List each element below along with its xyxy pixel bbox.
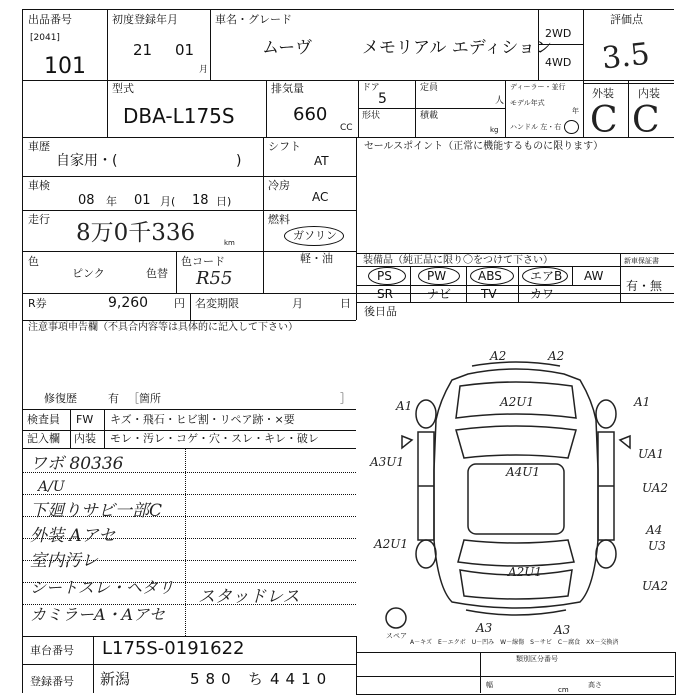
car-grade: メモリアル エディション — [362, 38, 553, 58]
mark-right-rear-door: UA2 — [642, 481, 669, 495]
inspection-month: 01 — [134, 193, 151, 208]
plate-region: 新潟 — [100, 670, 131, 688]
mark-right-front-door: UA1 — [638, 447, 665, 461]
mark-front-right-bumper: A2 — [548, 349, 565, 363]
warranty-value: 有・無 — [626, 279, 663, 293]
equip-pw-circle — [418, 267, 460, 285]
mark-right-quarter: A4 — [646, 523, 663, 537]
shift-label: シフト — [268, 140, 301, 153]
car-name: ムーヴ — [262, 38, 313, 58]
mark-right-fender: A1 — [634, 395, 651, 409]
mark-rear-right: A3 — [554, 623, 571, 637]
interior-label: 内装 — [638, 87, 660, 100]
ac-label: 冷房 — [268, 179, 290, 192]
mark-roof: A4U1 — [506, 465, 541, 479]
mark-rear-left: A3 — [476, 621, 493, 635]
exterior-label: 外装 — [592, 87, 614, 100]
inspection-day-suffix: 日) — [216, 195, 232, 208]
fw-items: キズ・飛石・ヒビ割・リペア跡・×要 — [110, 413, 295, 426]
repaint-label: 色替 — [146, 267, 168, 280]
mark-right-quarter-dent: U3 — [648, 539, 666, 553]
ac-value: AC — [312, 190, 329, 204]
registration-month-suffix: 月 — [199, 65, 209, 75]
lot-number: 101 — [44, 54, 86, 79]
studless-note: スタッドレス — [198, 587, 300, 607]
title-expiry-day: 日 — [340, 297, 351, 310]
dealer-label: ディーラー・並行 — [510, 83, 566, 91]
plate-number: 4410 — [270, 670, 333, 688]
note-line-7: カミラーA・Aアセ — [30, 605, 165, 624]
history-close: ) — [236, 153, 242, 169]
mark-front-left-bumper: A2 — [490, 349, 507, 363]
drive-4wd: 4WD — [545, 56, 572, 69]
inspection-year-suffix: 年 — [106, 195, 117, 208]
car-name-label: 車名・グレード — [215, 13, 292, 26]
equip-pw: PW — [427, 269, 447, 283]
title-expiry-label: 名変期限 — [195, 297, 239, 310]
model-year-label: モデル年式 — [510, 99, 545, 107]
inspection-label: 車検 — [28, 179, 50, 192]
fuel-label: 燃料 — [268, 213, 290, 226]
mark-left-fender: A1 — [396, 399, 413, 413]
repair-label: 修復歴 — [44, 392, 77, 405]
mark-hood: A2U1 — [500, 395, 535, 409]
first-registration-label: 初度登録年月 — [112, 13, 178, 26]
inspection-year: 08 — [78, 193, 95, 208]
equip-airbag: エアB — [530, 269, 563, 283]
score-value: 3.5 — [600, 36, 652, 77]
capacity-label: 定員 — [420, 83, 439, 93]
door-label: ドア — [362, 83, 380, 93]
width-label: 幅 — [486, 681, 493, 689]
color-value: ピンク — [72, 267, 105, 280]
sales-point-label: セールスポイント（正常に機能するものに限ります） — [364, 141, 604, 152]
door-count: 5 — [378, 91, 387, 107]
inspector-label-1: 検査員 — [27, 413, 60, 426]
equip-ps: PS — [377, 269, 392, 283]
recycle-value: 9,260 — [108, 295, 149, 311]
fuel-gasoline-circle — [284, 226, 344, 246]
mark-left-front-door: A3U1 — [370, 455, 405, 469]
equip-airbag-circle — [522, 267, 568, 285]
registration-month: 01 — [175, 41, 195, 59]
km-unit: km — [224, 239, 235, 247]
score-label: 評価点 — [610, 13, 643, 26]
aftermarket-label: 後日品 — [364, 305, 397, 318]
interior-items: モレ・汚レ・コゲ・穴・スレ・キレ・破レ — [110, 432, 319, 445]
mark-left-quarter: A2U1 — [374, 537, 409, 551]
mileage-value: 8万0千336 — [76, 220, 196, 246]
handle-right-circle — [564, 120, 579, 134]
mark-right-rear-wheel: UA2 — [642, 579, 669, 593]
inspection-day: 18 — [192, 193, 209, 208]
model-label: 型式 — [112, 82, 134, 95]
equip-abs: ABS — [478, 269, 502, 283]
lot-code: [2041] — [30, 33, 60, 43]
interior-grade: C — [632, 100, 660, 141]
shift-value: AT — [314, 154, 329, 168]
inspection-month-suffix: 月( — [160, 195, 176, 208]
equip-leather: カワ — [530, 287, 555, 301]
equip-aw: AW — [584, 269, 604, 283]
model-code: DBA-L175S — [123, 104, 235, 128]
equip-abs-circle — [470, 267, 514, 285]
equip-ps-circle — [368, 267, 406, 285]
model-year-suffix: 年 — [572, 107, 579, 115]
history-value: 自家用・( — [56, 153, 118, 169]
equip-tv: TV — [481, 287, 497, 301]
exterior-grade: C — [590, 100, 618, 141]
height-label: 高さ — [588, 681, 602, 689]
registration-year: 21 — [133, 41, 153, 59]
repair-value: 有 — [108, 392, 119, 405]
mark-tailgate: A2U1 — [508, 565, 543, 579]
drive-2wd: 2WD — [545, 27, 572, 40]
car-damage-diagram — [356, 340, 676, 640]
handle-label: ハンドル 左・右 — [510, 123, 562, 131]
mileage-label: 走行 — [28, 213, 50, 226]
capacity-unit: 人 — [495, 96, 505, 106]
repair-close: ］ — [340, 392, 351, 405]
note-line-5: 室内汚レ — [30, 551, 98, 571]
history-label: 車歴 — [28, 140, 50, 153]
interior-row-label: 内装 — [74, 432, 96, 445]
title-expiry-month: 月 — [292, 297, 303, 310]
load-label: 積載 — [420, 111, 439, 121]
plate-kana: ち — [248, 670, 264, 688]
color-code-label: 色コード — [181, 255, 225, 268]
equipment-label: 装備品（純正品に限り〇をつけて下さい） — [363, 255, 553, 266]
shape-label: 形状 — [362, 111, 381, 121]
note-line-3: 下廻りサビ一部C — [30, 501, 163, 521]
cm-unit: cm — [558, 686, 569, 694]
cc-unit: CC — [340, 123, 353, 133]
note-line-1: ワボ 80336 — [30, 454, 124, 474]
chassis-label: 車台番号 — [30, 644, 74, 657]
inspector-label-2: 記入欄 — [27, 432, 60, 445]
repair-location: ［箇所 — [128, 392, 161, 405]
chassis-number: L175S-0191622 — [102, 638, 245, 659]
note-line-6: シートスレ・ヘタリ — [30, 578, 174, 597]
color-code: R55 — [196, 268, 233, 289]
displacement-value: 660 — [293, 104, 328, 125]
fuel-light-oil: 軽・油 — [300, 252, 333, 265]
equip-sr: SR — [377, 287, 393, 301]
notes-label: 注意事項申告欄（不具合内容等は具体的に記入して下さい） — [28, 322, 298, 333]
new-car-warranty-label: 新車保証書 — [624, 257, 659, 265]
recycle-label: R券 — [28, 297, 47, 310]
kg-unit: kg — [490, 126, 499, 134]
plate-label: 登録番号 — [30, 675, 74, 688]
color-label: 色 — [28, 255, 39, 268]
damage-legend: A－キズ E－エクボ U－凹み W－線傷 S－サビ C－腐食 XX－交換済 — [410, 639, 619, 646]
fw-label: FW — [76, 413, 94, 426]
lot-number-label: 出品番号 — [28, 13, 72, 26]
displacement-label: 排気量 — [271, 82, 304, 95]
spare-label: スペア — [386, 632, 407, 640]
fuel-gasoline: ガソリン — [293, 229, 337, 242]
equip-navi: ナビ — [427, 287, 452, 301]
plate-class: 580 — [190, 670, 237, 688]
note-line-4: 外装 Aアセ — [30, 526, 116, 546]
class-number-label: 類別区分番号 — [516, 655, 558, 663]
yen-unit: 円 — [174, 297, 185, 310]
note-line-2: A/U — [38, 479, 65, 495]
